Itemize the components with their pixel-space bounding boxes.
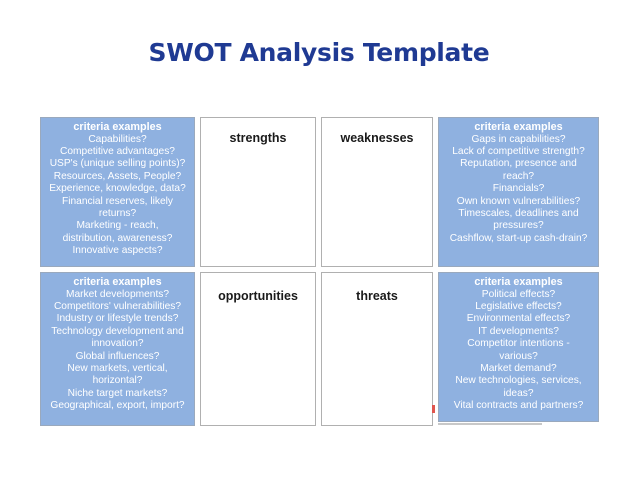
weaknesses-label: weaknesses <box>340 131 414 145</box>
criteria-line: distribution, awareness? <box>62 232 173 244</box>
criteria-line: USP's (unique selling points)? <box>49 158 186 170</box>
criteria-heading: criteria examples <box>474 276 563 288</box>
criteria-line: Legislative effects? <box>475 301 562 312</box>
criteria-line: New markets, vertical, <box>67 363 168 375</box>
criteria-line: Global influences? <box>75 350 160 362</box>
criteria-line: Competitors' vulnerabilities? <box>53 301 182 312</box>
opportunities-box <box>200 272 316 426</box>
criteria-line: Market developments? <box>65 288 170 300</box>
criteria-line: Timescales, deadlines and <box>458 208 579 220</box>
criteria-line: Cashflow, start-up cash-drain? <box>449 232 588 244</box>
criteria-line: Own known vulnerabilities? <box>456 195 581 207</box>
criteria-line: horizontal? <box>92 375 143 387</box>
slide-title: SWOT Analysis Template <box>148 38 490 67</box>
criteria-line: Marketing - reach, <box>76 220 159 232</box>
criteria-line: Lack of competitive strength? <box>452 146 585 157</box>
criteria-threats-box <box>438 272 599 422</box>
criteria-line: Financials? <box>492 183 545 195</box>
threats-label: threats <box>356 289 398 303</box>
strengths-box <box>200 117 316 267</box>
criteria-strengths-box <box>40 117 195 267</box>
criteria-line: Industry or lifestyle trends? <box>56 313 179 325</box>
criteria-line: Competitive advantages? <box>60 146 175 157</box>
criteria-line: IT developments? <box>478 325 559 337</box>
criteria-line: pressures? <box>493 220 544 232</box>
criteria-line: Reputation, presence and <box>460 158 577 170</box>
threats-box <box>321 272 433 426</box>
criteria-line: Innovative aspects? <box>72 245 163 257</box>
criteria-line: Technology development and <box>51 325 184 337</box>
criteria-line: Competitor intentions - <box>467 338 570 350</box>
weaknesses-box <box>321 117 433 267</box>
criteria-line: Geographical, export, import? <box>50 400 185 412</box>
criteria-line: Experience, knowledge, data? <box>49 183 186 195</box>
criteria-line: Market demand? <box>480 363 557 375</box>
criteria-line: New technologies, services, <box>455 375 582 387</box>
criteria-line: Niche target markets? <box>67 387 168 399</box>
criteria-heading: criteria examples <box>73 121 162 133</box>
criteria-line: Resources, Assets, People? <box>53 170 182 182</box>
criteria-line: reach? <box>502 170 535 182</box>
criteria-heading: criteria examples <box>474 121 563 133</box>
red-mark-artifact <box>432 405 435 413</box>
criteria-line: Capabilities? <box>88 133 147 145</box>
criteria-line: various? <box>499 350 538 362</box>
criteria-line: Gaps in capabilities? <box>471 133 566 145</box>
criteria-line: Financial reserves, likely <box>62 195 173 207</box>
opportunities-label: opportunities <box>218 289 298 303</box>
criteria-line: Vital contracts and partners? <box>453 400 584 412</box>
strengths-label: strengths <box>229 131 287 145</box>
criteria-line: returns? <box>98 208 137 220</box>
criteria-line: ideas? <box>503 387 534 399</box>
criteria-opportunities-box <box>40 272 195 426</box>
divider-line <box>438 423 542 425</box>
criteria-line: Political effects? <box>481 288 556 300</box>
criteria-line: innovation? <box>91 338 144 350</box>
criteria-heading: criteria examples <box>73 276 162 288</box>
criteria-weaknesses-box <box>438 117 599 267</box>
criteria-line: Environmental effects? <box>466 313 571 325</box>
